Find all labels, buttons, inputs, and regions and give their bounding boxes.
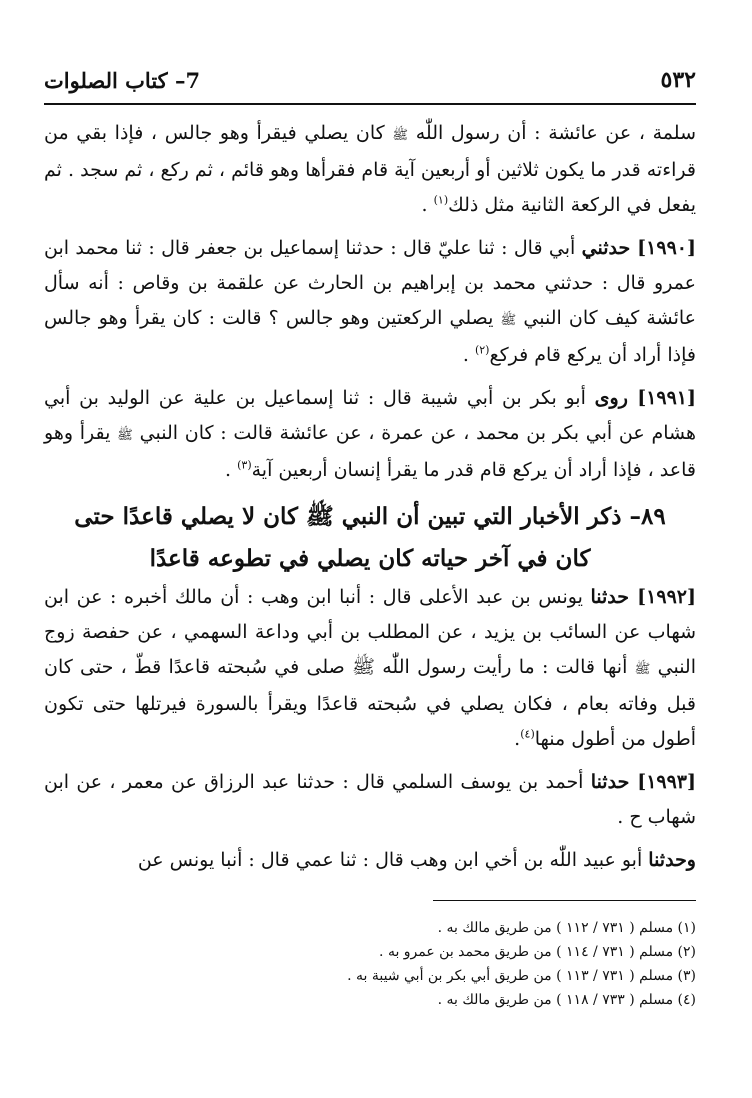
hadith-paragraph (44, 381, 696, 488)
footnotes (44, 916, 696, 1012)
footnote: (٢) مسلم ( ٧٣١ / ١١٤ ) من طريق محمد بن عمرو به . (379, 944, 696, 960)
salutation-glyph: ﷺ (117, 428, 133, 443)
hadith-text-cont: أنها قالت : ما رأيت رسول اللّٰه ﷺ صلى في سُبحته قاعدًا قطّ ، حتى كان قبل وفاته بعام ، فكان يصلي في سُبحته قاعدًا ويقرأ بالسورة فيرتلها حتى تكون أطول من أطول منها (44, 656, 696, 750)
hadith-paragraph (44, 843, 696, 878)
salutation-glyph: ﷺ (392, 128, 409, 143)
hadith-text: سلمة ، عن عائشة : أن رسول اللّٰه (408, 122, 696, 144)
footnote-ref: (٢) (474, 343, 490, 357)
hadith-text: أبي قال : ثنا عليّ قال : حدثنا إسماعيل بن جعفر قال : ثنا محمد ابن عمرو قال : حدثني محمد بن إبراهيم بن الحارث عن علقمة بن وقاص : أنه سأل عائشة كيف كان النبي (44, 237, 696, 329)
section-heading (44, 496, 696, 580)
footnote-rule (433, 900, 696, 901)
hadith-text: أحمد بن يوسف السلمي قال : حدثنا عبد الرزاق عن معمر ، عن ابن شهاب ح . (44, 771, 696, 828)
section-heading-line1: ٨٩– ذكر الأخبار التي تبين أن النبي ﷺ كان لا يصلي قاعدًا حتى (74, 503, 666, 530)
hadith-text-cont: يصلي الركعتين وهو جالس ؟ قالت : كان يقرأ وهو جالس فإذا أراد أن يركع قام فركع (44, 307, 696, 366)
page-number: ٥٣٢ (660, 67, 696, 93)
footnote-ref: (٣) (237, 458, 252, 472)
hadith-lead: [١٩٩٠] حدثني (581, 237, 696, 259)
footnote: (١) مسلم ( ٧٣١ / ١١٢ ) من طريق مالك به . (437, 920, 696, 936)
header-rule (44, 103, 696, 105)
hadith-text: أبو بكر بن أبي شيبة قال : ثنا إسماعيل بن علية عن الوليد بن أبي هشام عن أبي بكر بن محمد ، عن عمرة ، عن عائشة قالت : كان النبي (44, 387, 696, 444)
hadith-lead: وحدثنا (648, 849, 696, 871)
salutation-glyph: ﷺ (500, 313, 517, 328)
hadith-end: . (225, 459, 238, 481)
page-body (44, 116, 696, 886)
hadith-lead: [١٩٩٢] حدثنا (590, 586, 696, 608)
hadith-text-cont: يقرأ وهو قاعد ، فإذا أراد أن يركع قام قدر ما يقرأ إنسان أربعين آية (44, 422, 696, 481)
hadith-lead: [١٩٩٣] حدثنا (590, 771, 697, 793)
hadith-paragraph (44, 116, 696, 223)
hadith-text-cont: كان يصلي فيقرأ وهو جالس ، فإذا بقي من قراءته قدر ما يكون ثلاثين أو أربعين آية قام فقرأها وهو قائم ، ثم ركع ، ثم سجد . ثم يفعل في الركعة الثانية مثل ذلك (44, 122, 696, 216)
hadith-end: . (462, 344, 475, 366)
salutation-glyph: ﷺ (634, 662, 651, 677)
hadith-paragraph (44, 580, 696, 757)
chapter-title: 7– كتاب الصلوات (44, 67, 201, 93)
hadith-end: . (421, 194, 434, 216)
page-header (44, 62, 696, 98)
footnote: (٣) مسلم ( ٧٣١ / ١١٣ ) من طريق أبي بكر بن أبي شيبة به . (347, 968, 696, 984)
section-heading-line2: كان في آخر حياته كان يصلي في تطوعه قاعدًا (149, 545, 591, 572)
hadith-text: أبو عبيد اللّٰه بن أخي ابن وهب قال : ثنا عمي قال : أنبا يونس عن (137, 849, 649, 871)
footnote: (٤) مسلم ( ٧٣٣ / ١١٨ ) من طريق مالك به . (437, 992, 696, 1008)
hadith-text: يونس بن عبد الأعلى قال : أنبا ابن وهب : أن مالك أخبره : عن ابن شهاب عن السائب بن يزيد ، عن المطلب بن أبي وداعة السهمي ، عن حفصة زوج النبي (44, 586, 696, 678)
footnote-ref: (١) (433, 193, 449, 207)
hadith-lead: [١٩٩١] روى (594, 387, 697, 409)
hadith-paragraph (44, 231, 696, 373)
hadith-end: . (514, 728, 521, 750)
hadith-paragraph (44, 765, 696, 835)
footnote-ref: (٤) (520, 727, 535, 741)
